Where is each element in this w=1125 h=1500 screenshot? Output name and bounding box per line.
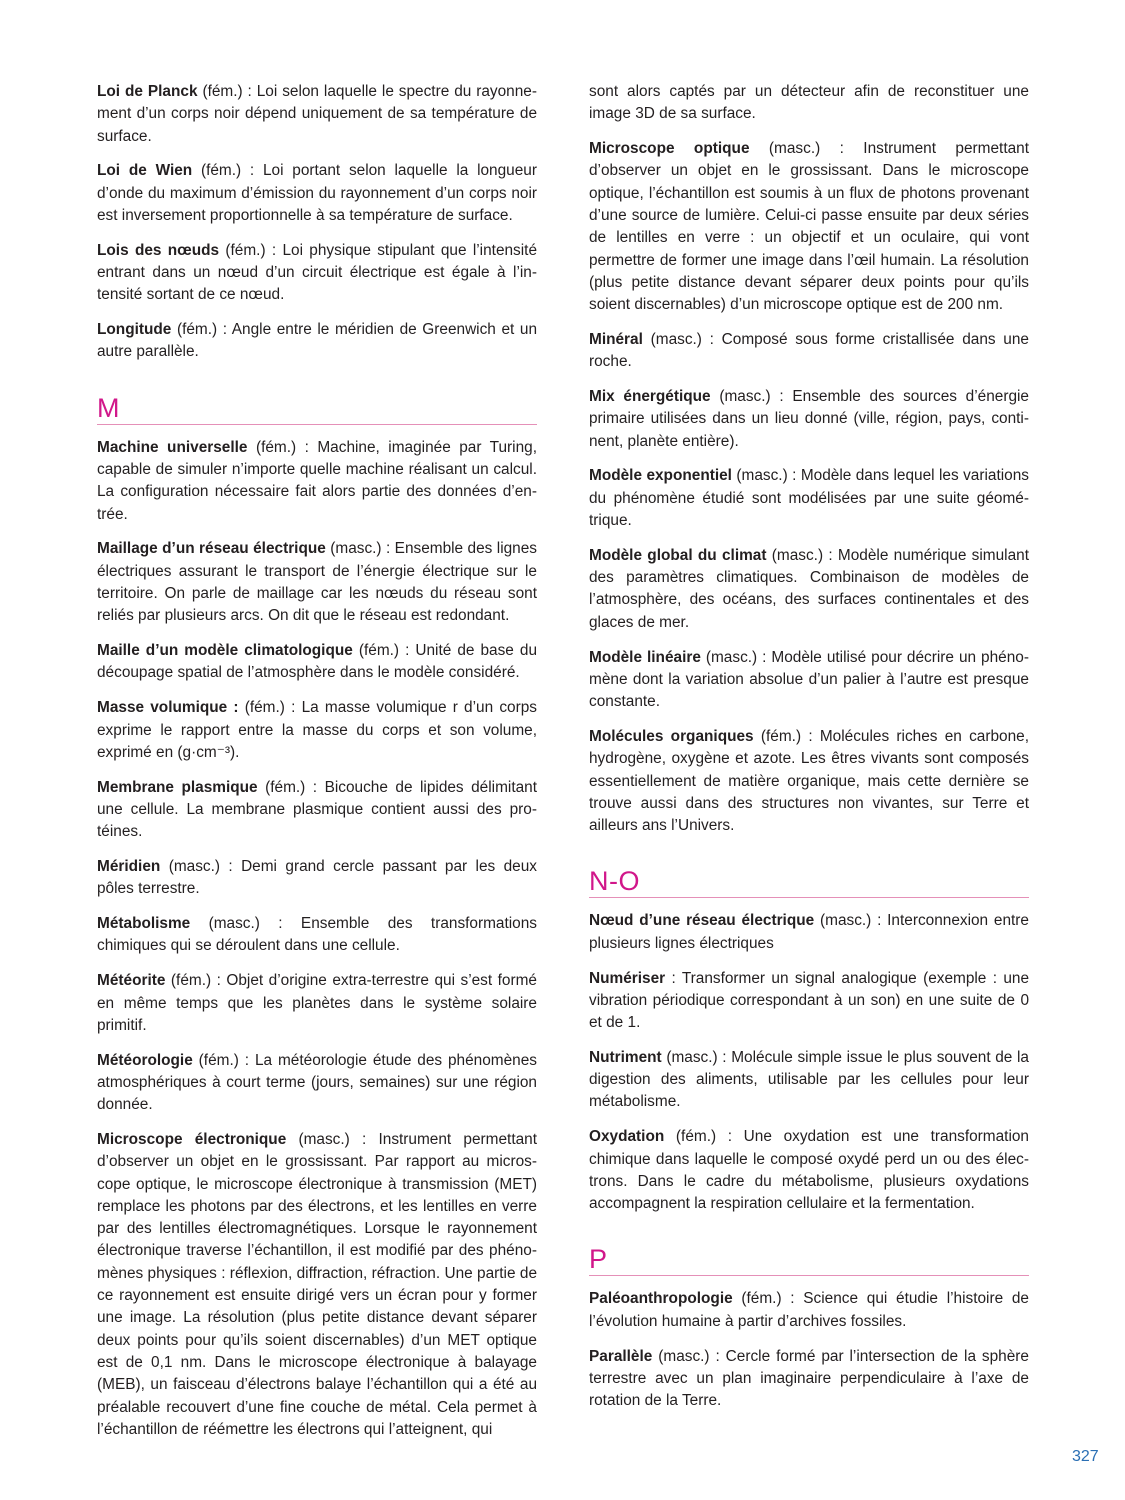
section-letter: N-O xyxy=(589,866,640,897)
section-heading xyxy=(589,1239,1029,1276)
glossary-entry xyxy=(589,545,1029,634)
glossary-definition: (fém.) : Objet d’origine extra-terrestre qui s’est formé en même temps que les planètes dans le système solaire primitif. xyxy=(97,972,537,1034)
glossary-entry xyxy=(97,240,537,307)
page-number: 327 xyxy=(1072,1448,1099,1465)
glossary-term: Modèle linéaire xyxy=(589,648,701,666)
glossary-entry xyxy=(97,697,537,764)
glossary-definition: (masc.) : Demi grand cercle passant par les deux pôles terrestre. xyxy=(97,858,537,898)
section-letter: M xyxy=(97,392,120,423)
glossary-entry xyxy=(97,538,537,627)
glossary-entry xyxy=(589,968,1029,1035)
glossary-term: Météorologie xyxy=(97,1051,193,1069)
glossary-term: Masse volumique : xyxy=(97,699,239,717)
glossary-definition: (masc.) : Modèle numérique simulant des paramètres climatiques. Combinaison de modèles de l’atmosphère, des océans, des surfaces continentales et des glaces de mer. xyxy=(589,546,1029,631)
glossary-term: Paléoanthropologie xyxy=(589,1290,733,1308)
glossary-definition: (masc.) : Ensemble des transformations chimiques qui se déroulent dans une cellule. xyxy=(97,915,537,955)
glossary-term: Méridien xyxy=(97,858,161,876)
glossary-definition: (fém.) : Bicouche de lipides délimitant une cellule. La membrane plasmique contient aussi des protéines. xyxy=(97,778,537,841)
glossary-term: Oxydation xyxy=(589,1128,665,1146)
glossary-definition: : Transformer un signal analogique (exemple : une vibration périodique correspondant à un son) en une suite de 0 et de 1. xyxy=(589,969,1029,1032)
glossary-term: Numériser xyxy=(589,969,666,987)
glossary-definition: (masc.) : Ensemble des sources d’énergie primaire utilisées dans un lieu donné (ville, région, pays, continent, planète entière). xyxy=(589,388,1029,450)
glossary-term: Longitude xyxy=(97,321,172,339)
glossary-term: Parallèle xyxy=(589,1347,653,1365)
glossary-definition: (fém.) : Machine, imaginée par Turing, capable de simuler n’importe quelle machine réalisant un calcul. La configuration nécessaire fait alors partie des données d’entrée. xyxy=(97,438,537,523)
glossary-entry xyxy=(97,81,537,148)
glossary-entry xyxy=(589,1288,1029,1333)
glossary-term: Machine universelle xyxy=(97,438,248,456)
glossary-term: Maille d’un modèle climatologique xyxy=(97,642,353,660)
glossary-entry xyxy=(589,138,1029,316)
glossary-definition: (fém.) : Angle entre le méridien de Greenwich et un autre parallèle. xyxy=(97,321,537,361)
glossary-term: Membrane plasmique xyxy=(97,778,258,796)
right-column xyxy=(589,81,1029,1425)
glossary-definition: (masc.) : Composé sous forme cristallisée dans une roche. xyxy=(589,330,1029,371)
glossary-entry xyxy=(589,329,1029,374)
glossary-entry xyxy=(589,647,1029,714)
glossary-definition: (masc.) : Ensemble des lignes électriques assurant le transport de l’énergie électrique sur le territoire. On parle de maillage car les nœuds du réseau sont reliés par plusieurs arcs. On dit que le réseau est redondant. xyxy=(97,540,537,625)
glossary-definition: (fém.) : Loi physique stipulant que l’intensité entrant dans un nœud d’un circuit électrique est égale à l’intensité sortant de ce nœud. xyxy=(97,241,538,304)
glossary-entry xyxy=(97,856,537,901)
glossary-term: Lois des nœuds xyxy=(97,241,220,259)
glossary-term: Modèle exponentiel xyxy=(589,467,732,485)
glossary-term: Maillage d’un réseau électrique xyxy=(97,540,326,558)
glossary-definition: (fém.) : La météorologie étude des phénomènes atmosphériques à court terme (jours, semaines) sur une région donnée. xyxy=(97,1051,537,1114)
glossary-entry xyxy=(589,386,1029,453)
glossary-term: Loi de Wien xyxy=(97,162,193,180)
glossary-term: Météorite xyxy=(97,972,166,990)
glossary-term: Microscope électronique xyxy=(97,1130,287,1148)
glossary-entry xyxy=(589,81,1029,126)
glossary-definition: (fém.) : Une oxydation est une transformation chimique dans laquelle le composé oxydé perd un ou des électrons. Dans le cadre du métabolisme, plusieurs oxydations accompagnent la respiration cellulaire et la fermentation. xyxy=(589,1128,1029,1213)
glossary-term: Mix énergétique xyxy=(589,388,711,406)
glossary-definition: (masc.) : Interconnexion entre plusieurs lignes électriques xyxy=(589,912,1029,952)
glossary-entry xyxy=(589,726,1029,837)
section-letter: P xyxy=(589,1244,608,1275)
glossary-entry xyxy=(97,913,537,958)
glossary-term: Microscope optique xyxy=(589,140,750,158)
glossary-entry xyxy=(97,160,537,227)
glossary-definition: (masc.) : Instrument permettant d’observer un objet en le grossissant. Par rapport au microscope optique, le microscope électronique à transmission (MET) remplace les photons par des électrons, et les lentilles en verre par des lentilles électromagnétiques. Lorsque le rayonnement électronique traverse l’échantillon, il est modifié par des phénomènes physiques : réflexion, diffraction, réfraction. Une partie de ce rayonnement est ensuite dirigé vers un écran pour y former une image. La résolution (plus petite distance devant séparer deux points pour qu’ils soient discernables) d’un MET optique est de 0,1 nm. Dans le microscope électronique à balayage (MEB), un faisceau d’électrons balaye l’échantillon qui a été au préalable recouvert d’une fine couche de métal. Cela permet à l’échantillon de réémettre les électrons qui l’atteignent, qui xyxy=(97,1130,537,1438)
glossary-definition: (fém.) : La masse volumique r d’un corps exprime le rapport entre la masse du corps et son volume, exprimé en (g·cm⁻³). xyxy=(97,699,537,761)
left-column xyxy=(97,81,537,1454)
glossary-definition: (fém.) : Loi portant selon laquelle la longueur d’onde du maximum d’émission du rayonnement d’un corps noir est inversement proportionnelle à sa température de surface. xyxy=(97,162,537,224)
glossary-definition: (fém.) : Molécules riches en carbone, hydrogène, oxygène et azote. Les êtres vivants sont composés essentiellement de matière organique, mais cette dernière se trouve aussi dans des structures non vivantes, sur Terre et ailleurs ans l’Univers. xyxy=(589,727,1029,835)
glossary-entry xyxy=(97,640,537,685)
glossary-term: Nœud d’une réseau électrique xyxy=(589,912,815,930)
glossary-definition: (masc.) : Modèle dans lequel les variations du phénomène étudié sont modélisées par une suite géométrique. xyxy=(589,467,1029,530)
glossary-entry xyxy=(589,1047,1029,1114)
glossary-definition: (fém.) : Unité de base du découpage spatial de l’atmosphère dans le modèle considéré. xyxy=(97,642,538,682)
glossary-entry xyxy=(97,970,537,1037)
glossary-entry xyxy=(97,777,537,844)
glossary-term: Loi de Planck xyxy=(97,83,198,100)
glossary-definition: (masc.) : Cercle formé par l’intersection de la sphère terrestre avec un plan imaginaire perpendiculaire à l’axe de rotation de la Terre. xyxy=(589,1347,1029,1410)
section-heading xyxy=(589,861,1029,898)
glossary-term: Modèle global du climat xyxy=(589,546,767,564)
glossary-entry xyxy=(589,1346,1029,1413)
glossary-definition: (fém.) : Loi selon laquelle le spectre du rayonnement d’un corps noir dépend uniquement de sa température de surface. xyxy=(97,83,537,145)
glossary-definition: (masc.) : Molécule simple issue le plus souvent de la digestion des aliments, utilisable par les cellules pour leur métabolisme. xyxy=(589,1048,1029,1111)
glossary-term: Molécules organiques xyxy=(589,727,754,745)
glossary-term: Métabolisme xyxy=(97,915,191,933)
glossary-definition: (masc.) : Modèle utilisé pour décrire un phénomène dont la variation absolue d’un palier à l’autre est presque constante. xyxy=(589,648,1029,711)
glossary-entry xyxy=(589,1126,1029,1215)
glossary-definition: sont alors captés par un détecteur afin de reconstituer une image 3D de sa surface. xyxy=(589,83,1029,123)
glossary-term: Nutriment xyxy=(589,1048,662,1066)
glossary-definition: (masc.) : Instrument permettant d’observer un objet en le grossissant. Dans le microscope optique, l’échantillon est soumis à un flux de photons provenant d’une source de lumière. Celui-ci passe ensuite par deux séries de lentilles en verre : un objectif et un oculaire, qui vont permettre de former une image dans l’œil humain. La résolution (plus petite distance devant séparer deux points pour qu’ils soient discernables) d’un microscope optique est de 200 nm. xyxy=(589,140,1029,314)
glossary-entry xyxy=(97,1050,537,1117)
glossary-entry xyxy=(589,910,1029,955)
glossary-definition: (fém.) : Science qui étudie l’histoire de l’évolution humaine à partir d’archives fossiles. xyxy=(589,1290,1029,1330)
section-heading xyxy=(97,388,537,425)
glossary-entry xyxy=(97,319,537,364)
glossary-term: Minéral xyxy=(589,330,643,348)
glossary-entry xyxy=(97,437,537,526)
glossary-entry xyxy=(97,1129,537,1441)
glossary-entry xyxy=(589,465,1029,532)
